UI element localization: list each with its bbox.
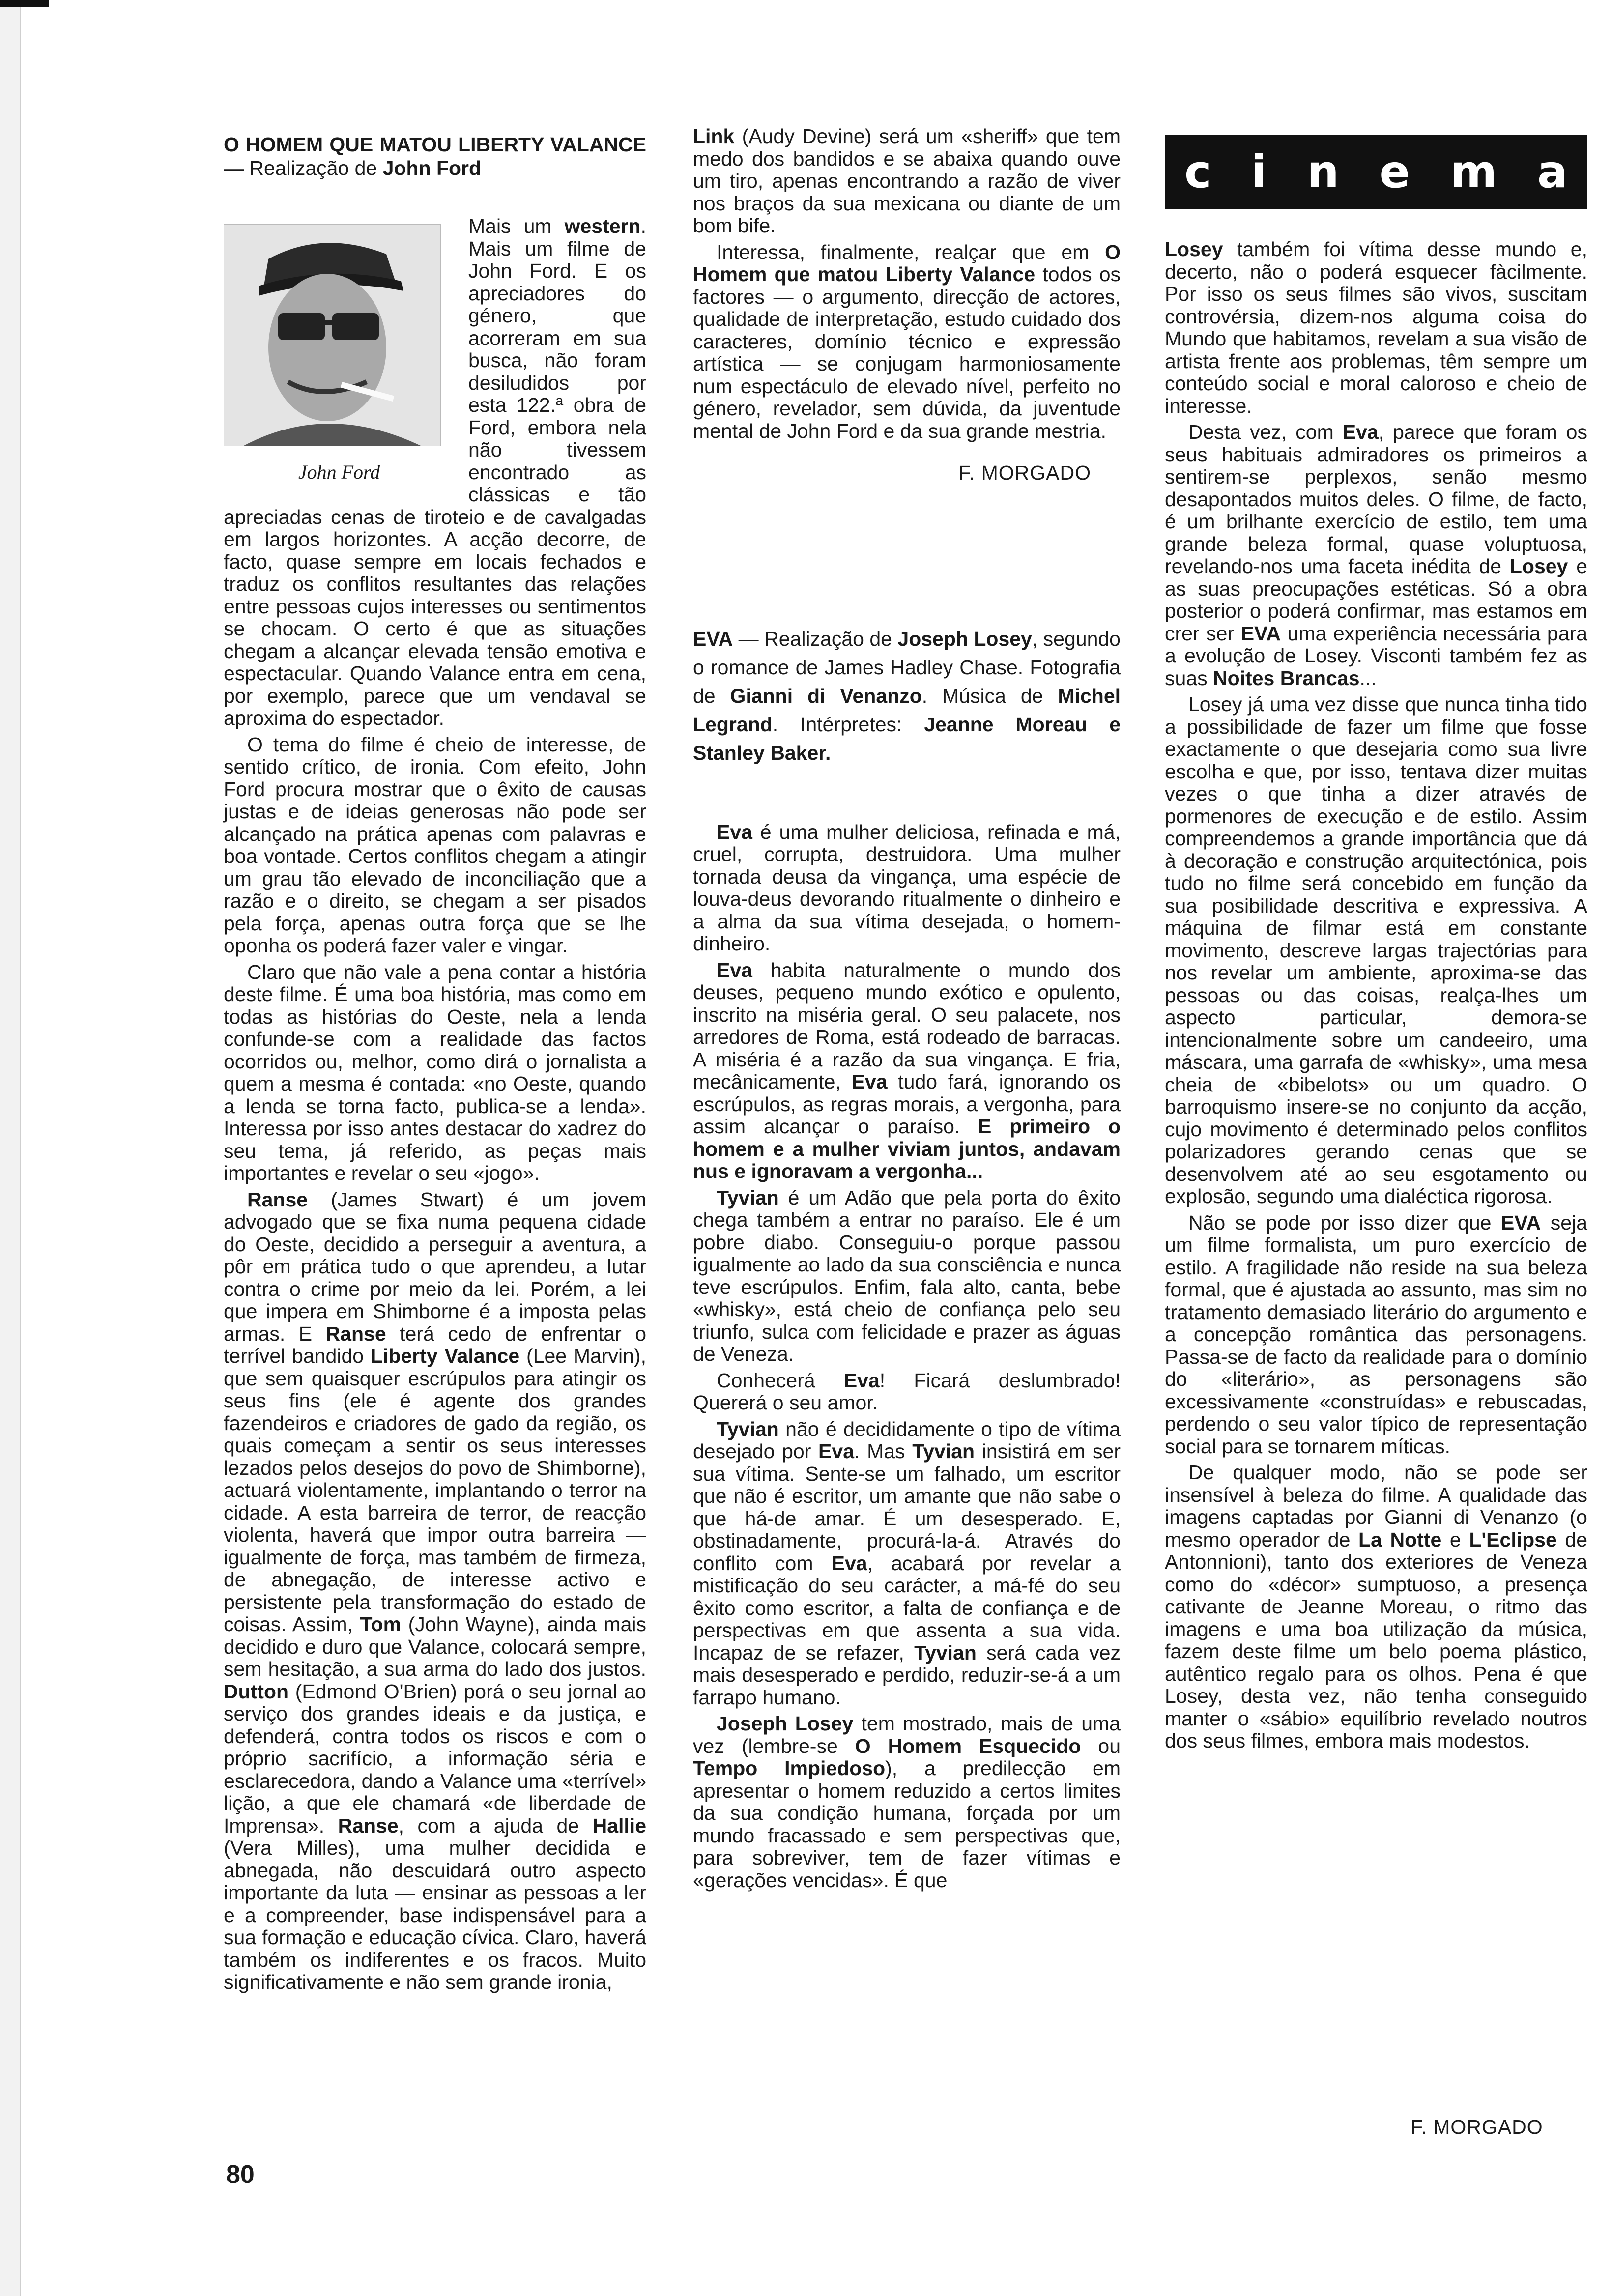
article1-paragraph-4-continued: Link (Audy Devine) será um «sheriff» que tem medo dos bandidos e se abaixa quando ouve um tiro, apenas encontrando a razão de viver nos braços da sua mexicana ou diante de um bom bife. [693,125,1121,237]
article2-paragraph-1: Eva é uma mulher deliciosa, refinada e má, cruel, corrupta, destruidora. Uma mulher tornada deusa da vingança, uma espécie de louva-deus devorando ritualmente o dinheiro e a alma da sua vítima desejada, o homem-dinheiro. [693,820,1121,955]
article2-paragraph-8: Losey já uma vez disse que nunca tinha tido a possibilidade de fazer um filme que fosse exactamente o que desejaria como sua livre escolha e que, por isso, tentava dizer muitas vezes o que tinha a dizer através de pormenores de execução e de estilo. Assim compreendemos a grande importância que dá à decoração e construção arquitectónica, pois tudo no filme será concebido em função da sua posibilidade descritiva e expressiva. A máquina de filmar está em constante movimento, descreve largas trajectórias para nos revelar um ambiente, aproxima-se das pessoas ou das coisas, realça-lhes um aspecto particular, demora-se intencionalmente sobre um candeeiro, uma máscara, uma garrafa de «whisky», uma mesa cheia de «bibelots» ou um quadro. O barroquismo insere-se no conjunto da acção, cujo movimento é determinado pelos conflitos polarizadores gerando cenas que se desenvolvem até ao seu esgotamento ou explosão, segundo uma dialéctica rigorosa. [1165,693,1587,1207]
section-gap [693,485,1121,617]
article2-paragraph-5: Tyvian não é decididamente o tipo de vítima desejado por Eva. Mas Tyvian insistirá em ser sua vítima. Sente-se um falhado, um escritor que não é escritor, um amante que não sabe o que há-de amar. É um desesperado. E, obstinadamente, procurá-la-á. Através do conflito com Eva, acabará por revelar a mistificação do seu carácter, a má-fé do seu êxito como escritor, a falta de confiança e de perspectivas em que assenta a sua vida. Incapaz de se refazer, Tyvian será cada vez mais desesperado e perdido, reduzir-se-á a um farrapo humano. [693,1417,1121,1709]
banner-letter: a [1537,145,1568,199]
article1-paragraph-5: Interessa, finalmente, realçar que em O Homem que matou Liberty Valance todos os factores — o argumento, direcção de actores, qualidade de interpretação, estudo cuidado dos caracteres, domínio técnico e expressão artística — se conjugam harmoniosamente num espectáculo de elevado nível, perfeito no género, revelador, sem dúvida, da juventude mental de John Ford e da sua grande mestria. [693,240,1121,442]
article1-signature: F. MORGADO [958,461,1091,484]
article1-director: John Ford [382,157,482,179]
article2-paragraph-3: Tyvian é um Adão que pela porta do êxito chega também a entrar no paraíso. Ele é um pobre diabo. Conseguiu-o porque passou igualmente ao lado da sua consciência e nunca teve escrúpulos. Enfim, fala alto, canta, bebe «whisky», está cheio de confiança pelo seu triunfo, sulca com felicidade e prazer as águas de Veneza. [693,1186,1121,1365]
article2-paragraph-6-continued: Losey também foi vítima desse mundo e, decerto, não o poderá esquecer fàcilmente. Por isso os seus filmes são vivos, suscitam controvérsia, dizem-nos alguma coisa do Mundo que habitamos, revelam a sua visão de artista frente aos problemas, têm sempre um conteúdo social e moral caloroso e cheio de interesse. [1165,238,1587,417]
banner-letter: n [1307,145,1339,199]
banner-letter: m [1450,145,1497,199]
article1-title: O HOMEM QUE MATOU LIBERTY VALANCE [224,133,646,156]
director-photo-block [224,224,455,484]
director-photo [224,224,441,446]
page-corner-mark [0,0,49,7]
article2-signature: F. MORGADO [1410,2116,1543,2138]
page-number: 80 [226,2160,255,2189]
cinema-banner [1165,135,1587,209]
article2-paragraph-10: De qualquer modo, não se pode ser insensível à beleza do filme. A qualidade das imagens captadas por Gianni di Venanzo (o mesmo operador de La Notte e L'Eclipse de Antonnioni), tanto dos exteriores de Veneza como do «décor» sumptuoso, a presença cativante de Jeanne Moreau, o ritmo das imagens e uma boa utilização da música, fazem deste filme um belo poema plástico, autêntico regalo para os olhos. Pena é que Losey, desta vez, não tenha conseguido manter o «sábio» equilíbrio revelado noutros dos seus filmes, embora mais modestos. [1165,1461,1587,1752]
banner-letter: c [1184,145,1211,199]
article1-paragraph-2: O tema do filme é cheio de interesse, de sentido crítico, de ironia. Com efeito, John Ford procura mostrar que o êxito de causas justas e de ideias generosas não pode ser alcançado na prática apenas com palavras e boa vontade. Certos conflitos chegam a atingir um grau tão elevado de inconciliação que a razão e o direito, se chegam a ser pisados pela força, apenas outra força que se lhe oponha os poderá fazer valer e vingar. [224,733,646,957]
banner-letter: e [1379,145,1410,199]
article2-paragraph-4: Conhecerá Eva! Ficará deslumbrado! Quererá o seu amor. [693,1369,1121,1414]
article1-paragraph-1: Mais um western. Mais um filme de John Ford. E os apreciadores do género, que acorreram em sua busca, não foram desiludidos por esta 122.ª obra de Ford, embora nela não tivessem encontrado as clássicas e tão apreciadas cenas de tiroteio e de cavalgadas em largos horizontes. A acção decorre, de facto, quase sempre em locais fechados e traduz os conflitos resultantes das relações entre pessoas cujos interesses ou sentimentos se chocam. O certo é que as situações chegam a alcançar elevada tensão emotiva e espectacular. Quando Valance entra em cena, por exemplo, parece que um vendaval se aproxima do espectador. [224,215,646,729]
article1-heading: O HOMEM QUE MATOU LIBERTY VALANCE — Realização de John Ford [224,133,646,179]
article2-paragraph-9: Não se pode por isso dizer que EVA seja um filme formalista, um puro exercício de estilo. A fragilidade não reside na sua beleza formal, que é ajustada ao assunto, mas sim no tratamento demasiado literário do argumento e a concepção romântica das personagens. Passa-se de facto da realidade para o domínio do «literário», as personagens são excessivamente «construídas» e rebuscadas, perdendo o seu valor típico de representação social para se tornarem míticas. [1165,1211,1588,1458]
column-1 [224,125,646,1998]
article2-heading: EVA — Realização de Joseph Losey, segundo o romance de James Hadley Chase. Fotografia de Gianni di Venanzo. Música de Michel Legrand. Intérpretes: Jeanne Moreau e Stanley Baker. [693,627,1121,764]
article2-paragraph-7: Desta vez, com Eva, parece que foram os seus habituais admiradores os primeiros a sentirem-se perplexos, senão mesmo desapontados muitos deles. O filme, de facto, é um brilhante exercício de estilo, tem uma grande beleza formal, quase voluptuosa, revelando-nos uma faceta inédita de Losey e as suas preocupações estéticas. Só a obra posterior o poderá confirmar, mas estamos em crer ser EVA uma experiência necessária para a evolução de Losey. Visconti também fez as suas Noites Brancas... [1165,421,1587,689]
article2-title: EVA [693,627,733,650]
article2-paragraph-6: Joseph Losey tem mostrado, mais de uma vez (lembre-se O Homem Esquecido ou Tempo Impiedoso), a predilecção em apresentar o homem reduzido a certos limites da sua condição humana, forçada por um mundo fracassado e sem perspectivas que, para sobreviver, tem de fazer vítimas e «gerações vencidas». É que [693,1712,1121,1892]
photo-caption: John Ford [298,461,380,483]
column-3 [1165,125,1587,1756]
director-portrait-image [224,225,440,446]
column-2 [693,125,1121,1895]
banner-letter: i [1251,145,1267,199]
article1-paragraph-3: Claro que não vale a pena contar a história deste filme. É uma boa história, mas como em todas as histórias do Oeste, nela a lenda confunde-se com a realidade das factos ocorridos ou, melhor, como dirá o jornalista a quem a mesma é contada: «no Oeste, quando a lenda se torna facto, publica-se a lenda». Interessa por isso antes destacar do xadrez do seu tema, já referido, as peças mais importantes e revelar o seu «jogo». [224,960,646,1184]
article1-paragraph-4: Ranse (James Stwart) é um jovem advogado que se fixa numa pequena cidade do Oeste, decidido a perseguir a aventura, a pôr em prática tudo o que aprendeu, a lutar contra o crime por meio da lei. Porém, a lei que impera em Shimborne é a imposta pelas armas. E Ranse terá cedo de enfrentar o terrível bandido Liberty Valance (Lee Marvin), que sem quaisquer escrúpulos para atingir os seus fins (ele é agente dos grandes fazendeiros e criadores de gado da região, os quais começam a sentir os seus interesses lezados pelos desejos do povo de Shimborne), actuará violentamente, implantando o terror na cidade. A esta barreira de terror, de reacção violenta, haverá que impor outra barreira — igualmente de força, mas também de firmeza, de abnegação, de interesse activo e persistente pela transformação do estado de coisas. Assim, Tom (John Wayne), ainda mais decidido e duro que Valance, colocará sempre, sem hesitação, a sua arma do lado dos justos. Dutton (Edmond O'Brien) porá o seu jornal ao serviço dos grandes ideais e da justiça, e defenderá, contra todos os riscos e com o próprio sacrifício, a informação séria e esclarecedora, dando a Valance uma «terrível» lição, a que ele chamará «de liberdade de Imprensa». Ranse, com a ajuda de Hallie (Vera Milles), uma mulher decidida e abnegada, não descuidará outro aspecto importante da luta — ensinar as pessoas a ler e a compreender, base indispensável para a sua formação e educação cívica. Claro, haverá também os indiferentes e os fracos. Muito significativamente e não sem grande ironia, [224,1188,646,1993]
heading-gap [693,767,1121,821]
article2-paragraph-2: Eva habita naturalmente o mundo dos deuses, pequeno mundo exótico e opulento, inscrito na miséria geral. O seu palacete, nos arredores de Roma, está rodeado de barracas. A miséria é a razão da sua vingança. E fria, mecânicamente, Eva tudo fará, ignorando os escrúpulos, as regras morais, a vergonha, para assim alcançar o paraíso. E primeiro o homem e a mulher viviam juntos, andavam nus e ignoravam a vergonha... [693,958,1121,1182]
page-edge [0,0,21,2296]
